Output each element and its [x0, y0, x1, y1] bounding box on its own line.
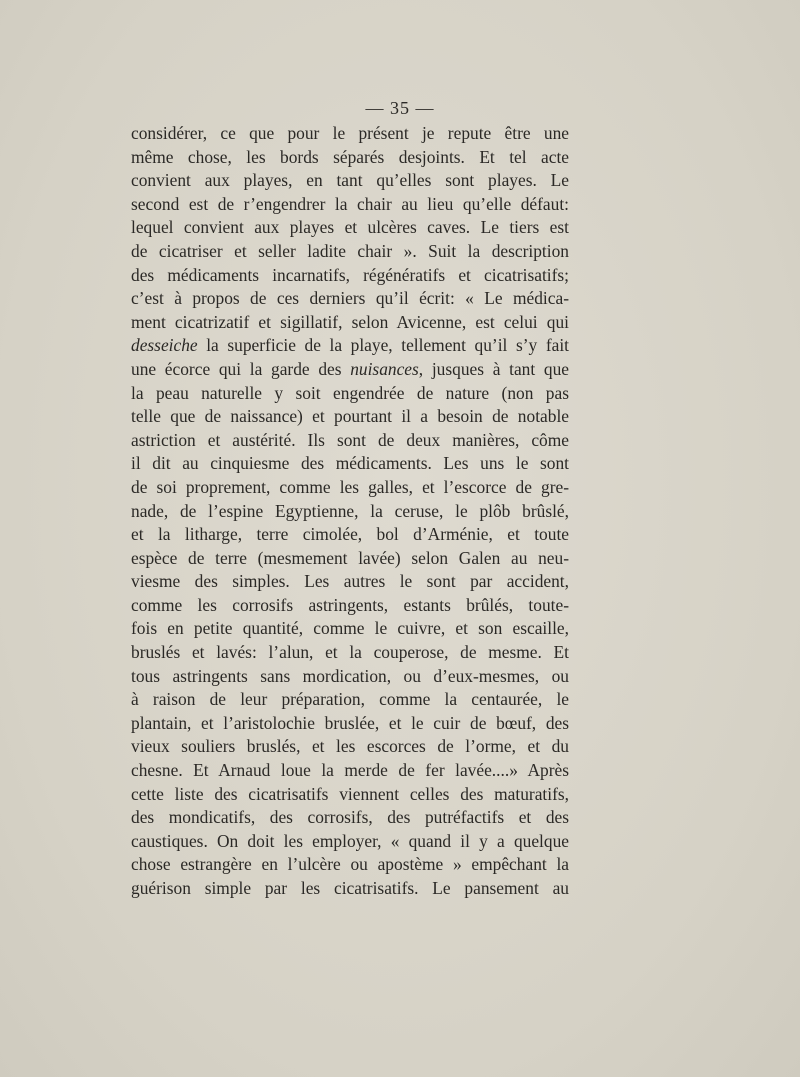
italic-word: desseiche: [131, 335, 198, 356]
text-line: plantain, et l’aristolochie bruslée, et le cuir de bœuf, des: [131, 712, 569, 733]
text-line: [131, 334, 569, 358]
text-line: guérison simple par les cicatrisatifs. Le pansement au: [131, 878, 569, 898]
text-line: second est de r’engendrer la chair au lieu qu’elle défaut:: [131, 193, 569, 214]
text-line: de cicatriser et seller ladite chair ». Suit la description: [131, 240, 569, 261]
text-line: des mondicatifs, des corrosifs, des putréfactifs et des: [131, 807, 569, 828]
text-line: astriction et austérité. Ils sont de deux manières, côme: [131, 429, 569, 450]
text-line: même chose, les bords séparés desjoints. Et tel acte: [131, 146, 569, 167]
text-line: il dit au cinquiesme des médicaments. Les uns le sont: [131, 453, 569, 474]
text-line: à raison de leur préparation, comme la centaurée, le: [131, 689, 569, 710]
text-line: tous astringents sans mordication, ou d’eux-mesmes, ou: [131, 665, 569, 686]
text-line: considérer, ce que pour le présent je repute être une: [131, 123, 569, 143]
text-line: chesne. Et Arnaud loue la merde de fer lavée....» Après: [131, 760, 569, 781]
text-line: fois en petite quantité, comme le cuivre, et son escaille,: [131, 618, 569, 639]
text-line: nade, de l’espine Egyptienne, la ceruse, le plôb brûslé,: [131, 500, 569, 521]
text-line: [131, 358, 569, 382]
body-text: [131, 122, 569, 901]
line-segment: , jusques à tant que: [418, 358, 569, 379]
text-line: convient aux playes, en tant qu’elles sont playes. Le: [131, 170, 569, 191]
page-number: — 35 —: [365, 98, 435, 118]
text-line: vieux souliers bruslés, et les escorces de l’orme, et du: [131, 736, 569, 757]
text-line: lequel convient aux playes et ulcères caves. Le tiers est: [131, 217, 569, 238]
text-line: de soi proprement, comme les galles, et l’escorce de gre-: [131, 476, 569, 497]
italic-word: nuisances: [350, 358, 419, 379]
text-line: chose estrangère en l’ulcère ou apostème » empêchant la: [131, 854, 569, 875]
text-line: bruslés et lavés: l’alun, et la couperose, de mesme. Et: [131, 642, 569, 663]
text-line: la peau naturelle y soit engendrée de nature (non pas: [131, 382, 569, 403]
text-line: des médicaments incarnatifs, régénératifs et cicatrisatifs;: [131, 264, 569, 285]
line-segment: la superficie de la playe, tellement qu’il s’y fait: [197, 335, 569, 356]
line-segment: une écorce qui la garde des: [131, 358, 351, 379]
text-line: ment cicatrizatif et sigillatif, selon Avicenne, est celui qui: [131, 311, 569, 332]
text-line: c’est à propos de ces derniers qu’il écrit: « Le médica-: [131, 288, 569, 309]
text-line: viesme des simples. Les autres le sont par accident,: [131, 571, 569, 592]
text-line: et la litharge, terre cimolée, bol d’Arménie, et toute: [131, 524, 569, 545]
text-line: caustiques. On doit les employer, « quand il y a quelque: [131, 830, 569, 851]
text-line: telle que de naissance) et pourtant il a besoin de notable: [131, 406, 569, 427]
text-line: comme les corrosifs astringents, estants brûlés, toute-: [131, 594, 569, 615]
text-line: espèce de terre (mesmement lavée) selon Galen au neu-: [131, 547, 569, 568]
text-line: cette liste des cicatrisatifs viennent celles des maturatifs,: [131, 783, 569, 804]
